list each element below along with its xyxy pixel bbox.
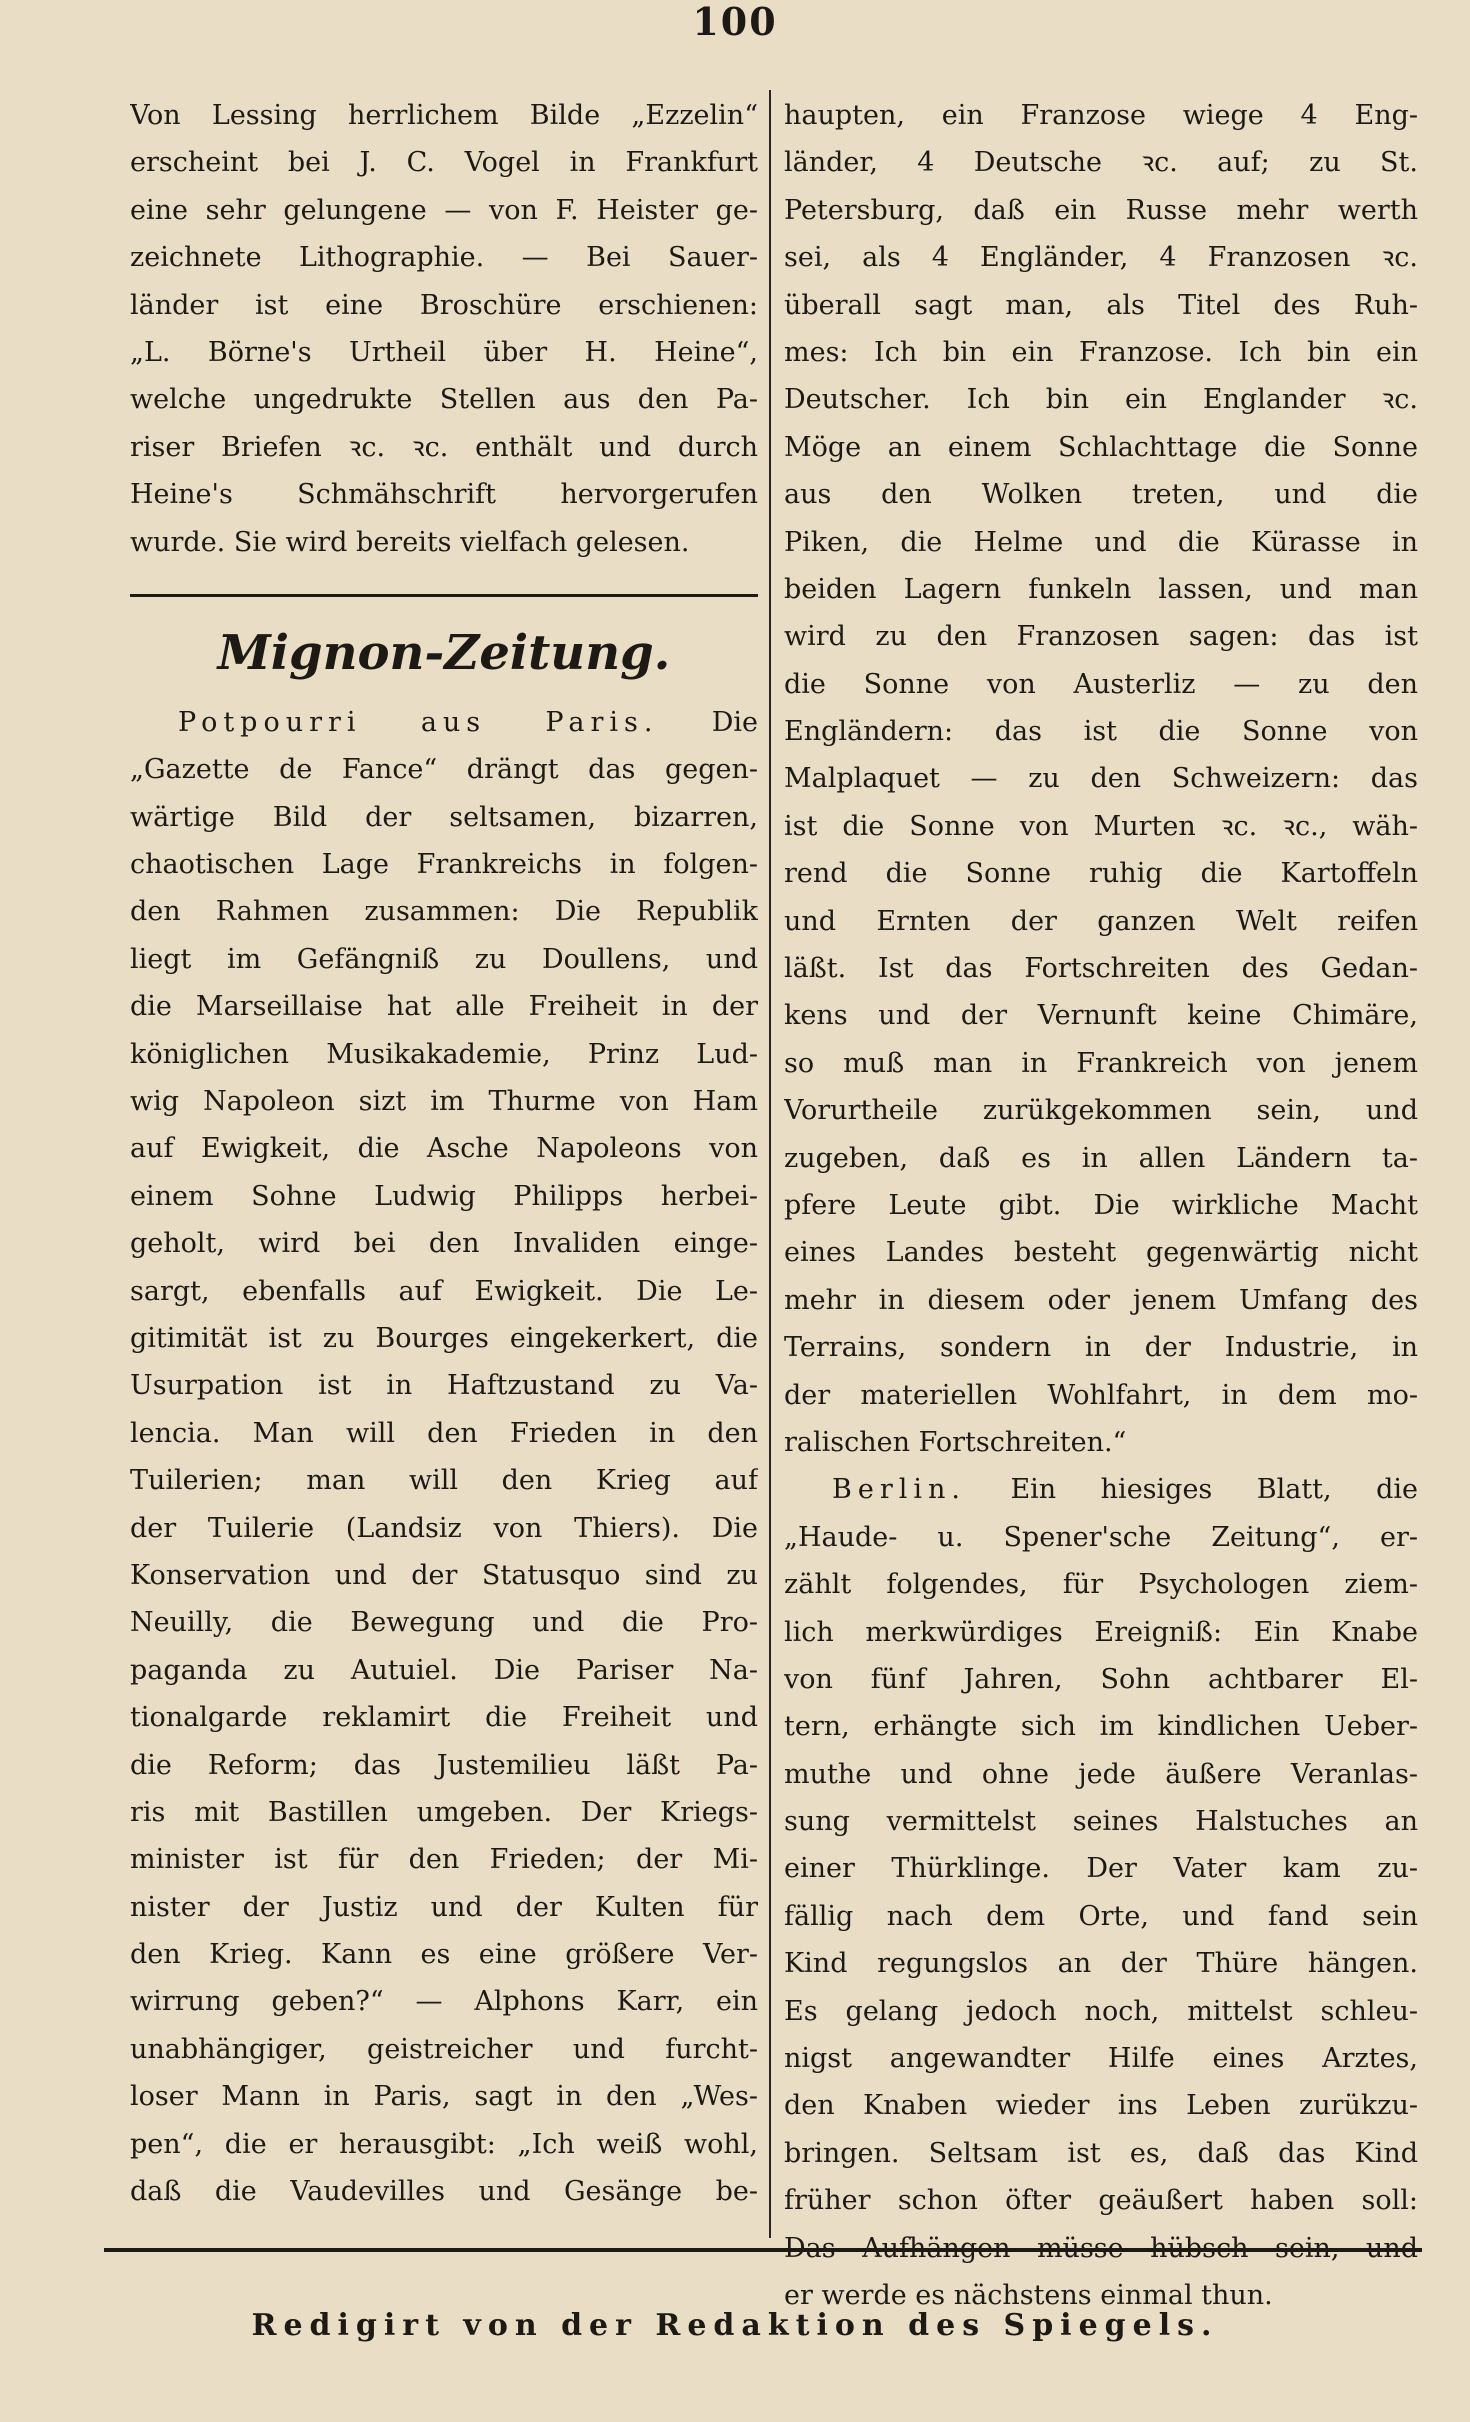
text-line: Möge an einem Schlachttage die Sonne [784, 431, 1418, 463]
text-line: er werde es nächstens einmal thun. [784, 2279, 1273, 2311]
text-line: fällig nach dem Orte, und fand sein [784, 1900, 1418, 1932]
text-line: wärtige Bild der seltsamen, bizarren, [130, 801, 758, 833]
notice-lessing-ezzelin [130, 92, 758, 566]
text-line: tern, erhängte sich im kindlichen Ueber- [784, 1711, 1418, 1743]
text-line: länder ist eine Broschüre erschienen: [130, 289, 758, 321]
text-line: pen“, die er herausgibt: „Ich weiß wohl, [130, 2128, 758, 2160]
text-line: wirrung geben?“ — Alphons Karr, ein [130, 1986, 758, 2018]
text-line: ris mit Bastillen umgeben. Der Kriegs- [130, 1796, 758, 1828]
text-line: eines Landes besteht gegenwärtig nicht [784, 1237, 1418, 1269]
text-line: eine sehr gelungene — von F. Heister ge- [130, 194, 758, 226]
text-line: Vorurtheile zurükgekommen sein, und [784, 1095, 1418, 1127]
text-line: Neuilly, die Bewegung und die Pro- [130, 1607, 758, 1639]
text-line: zugeben, daß es in allen Ländern ta- [784, 1142, 1418, 1174]
text-line: loser Mann in Paris, sagt in den „Wes- [130, 2081, 758, 2113]
article-lead-line [130, 699, 758, 746]
text-line: Konservation und der Statusquo sind zu [130, 1559, 758, 1591]
text-line: königlichen Musikakademie, Prinz Lud- [130, 1038, 758, 1070]
text-line: Von Lessing herrlichem Bilde „Ezzelin“ [130, 100, 758, 131]
text-line: Deutscher. Ich bin ein Englander ꝛc. [784, 384, 1418, 416]
text-line: muthe und ohne jede äußere Veranlas- [784, 1758, 1418, 1790]
text-line: minister ist für den Frieden; der Mi- [130, 1844, 758, 1876]
text-line: unabhängiger, geistreicher und furcht- [130, 2033, 758, 2065]
text-line: nigst angewandter Hilfe eines Arztes, [784, 2043, 1418, 2075]
text-line: ralischen Fortschreiten.“ [784, 1426, 1127, 1458]
text-line: Terrains, sondern in der Industrie, in [784, 1332, 1418, 1364]
footer-rule [104, 2248, 1422, 2252]
text-line: einem Sohne Ludwig Philipps herbei- [130, 1180, 758, 1212]
article-potpourri-paris-continued [784, 92, 1418, 1466]
text-line: von fünf Jahren, Sohn achtbarer El- [784, 1663, 1418, 1695]
text-line: haupten, ein Franzose wiege 4 Eng- [784, 100, 1418, 131]
text-line: „Haude- u. Spener'sche Zeitung“, er- [784, 1521, 1418, 1553]
text-line: welche ungedrukte Stellen aus den Pa- [130, 384, 758, 416]
text-line: wird zu den Franzosen sagen: das ist [784, 621, 1418, 653]
text-line: pfere Leute gibt. Die wirkliche Macht [784, 1189, 1418, 1221]
text-line: liegt im Gefängniß zu Doullens, und [130, 943, 758, 975]
text-line: wig Napoleon sizt im Thurme von Ham [130, 1086, 758, 1118]
text-line: Petersburg, daß ein Russe mehr werth [784, 194, 1418, 226]
text-line: wurde. Sie wird bereits vielfach gelesen. [130, 526, 690, 558]
article-lead-rest: Die [658, 706, 758, 738]
section-rule [130, 594, 758, 597]
article-potpourri-paris [130, 699, 758, 2216]
text-line: Usurpation ist in Haftzustand zu Va- [130, 1370, 758, 1402]
text-line: der Tuilerie (Landsiz von Thiers). Die [130, 1512, 758, 1544]
text-line: Kind regungslos an der Thüre hängen. [784, 1948, 1418, 1980]
text-line: den Rahmen zusammen: Die Republik [130, 896, 758, 928]
text-line: Heine's Schmähschrift hervorgerufen [130, 479, 758, 511]
text-line: chaotischen Lage Frankreichs in folgen- [130, 849, 758, 881]
text-line: paganda zu Autuiel. Die Pariser Na- [130, 1654, 758, 1686]
text-line: Engländern: das ist die Sonne von [784, 716, 1418, 748]
footer-imprint: Redigirt von der Redaktion des Spiegels. [251, 2308, 1219, 2343]
text-line: mes: Ich bin ein Franzose. Ich bin ein [784, 336, 1418, 368]
text-line: aus den Wolken treten, und die [784, 479, 1418, 511]
text-line: auf Ewigkeit, die Asche Napoleons von [130, 1133, 758, 1165]
text-line: länder, 4 Deutsche ꝛc. auf; zu St. [784, 147, 1418, 179]
text-line: daß die Vaudevilles und Gesänge be- [130, 2176, 758, 2208]
text-line: erscheint bei J. C. Vogel in Frankfurt [130, 147, 758, 179]
right-column [784, 92, 1418, 2319]
text-line: überall sagt man, als Titel des Ruh- [784, 289, 1418, 321]
text-line: kens und der Vernunft keine Chimäre, [784, 1000, 1418, 1032]
text-line: sung vermittelst seines Halstuches an [784, 1806, 1418, 1838]
text-line: die Sonne von Austerliz — zu den [784, 668, 1418, 700]
text-line: geholt, wird bei den Invaliden einge- [130, 1228, 758, 1260]
text-line: Malplaquet — zu den Schweizern: das [784, 763, 1418, 795]
text-line: einer Thürklinge. Der Vater kam zu- [784, 1853, 1418, 1885]
text-line: nister der Justiz und der Kulten für [130, 1891, 758, 1923]
text-line: lich merkwürdiges Ereigniß: Ein Knabe [784, 1616, 1418, 1648]
text-line: sargt, ebenfalls auf Ewigkeit. Die Le- [130, 1275, 758, 1307]
text-line: zeichnete Lithographie. — Bei Sauer- [130, 242, 758, 274]
text-line: gitimität ist zu Bourges eingekerkert, die [130, 1322, 758, 1354]
text-line: ist die Sonne von Murten ꝛc. ꝛc., wäh- [784, 810, 1418, 842]
article-lead: Potpourri aus Paris. [178, 706, 659, 738]
article-berlin [784, 1466, 1418, 2319]
text-line: bringen. Seltsam ist es, daß das Kind [784, 2137, 1418, 2169]
column-divider [769, 90, 771, 2238]
text-line: tionalgarde reklamirt die Freiheit und [130, 1702, 758, 1734]
text-line: Piken, die Helme und die Kürasse in [784, 526, 1418, 558]
left-column [130, 92, 758, 2215]
text-line: den Krieg. Kann es eine größere Ver- [130, 1939, 758, 1971]
text-line: lencia. Man will den Frieden in den [130, 1417, 758, 1449]
text-line: beiden Lagern funkeln lassen, und man [784, 573, 1418, 605]
text-line: die Marseillaise hat alle Freiheit in der [130, 991, 758, 1023]
article-lead-line [784, 1466, 1418, 1513]
section-title: Mignon-Zeitung. [217, 624, 671, 681]
text-line: und Ernten der ganzen Welt reifen [784, 905, 1418, 937]
text-line: mehr in diesem oder jenem Umfang des [784, 1284, 1418, 1316]
text-line: Es gelang jedoch noch, mittelst schleu- [784, 1995, 1418, 2027]
text-line: sei, als 4 Engländer, 4 Franzosen ꝛc. [784, 242, 1418, 274]
text-line: Tuilerien; man will den Krieg auf [130, 1465, 758, 1497]
article-lead: Berlin. [832, 1474, 966, 1506]
text-line: rend die Sonne ruhig die Kartoffeln [784, 858, 1418, 890]
page-number: 100 [692, 0, 778, 44]
text-line: die Reform; das Justemilieu läßt Pa- [130, 1749, 758, 1781]
text-line: zählt folgendes, für Psychologen ziem- [784, 1569, 1418, 1601]
article-lead-rest: Ein hiesiges Blatt, die [965, 1474, 1418, 1506]
text-line: läßt. Ist das Fortschreiten des Gedan- [784, 953, 1418, 985]
text-line: riser Briefen ꝛc. ꝛc. enthält und durch [130, 431, 758, 463]
text-line: „L. Börne's Urtheil über H. Heine“, [130, 336, 758, 368]
text-line: früher schon öfter geäußert haben soll: [784, 2185, 1418, 2217]
text-line: den Knaben wieder ins Leben zurükzu- [784, 2090, 1418, 2122]
text-line: so muß man in Frankreich von jenem [784, 1047, 1418, 1079]
text-line: „Gazette de Fance“ drängt das gegen- [130, 754, 758, 786]
text-line: der materiellen Wohlfahrt, in dem mo- [784, 1379, 1418, 1411]
